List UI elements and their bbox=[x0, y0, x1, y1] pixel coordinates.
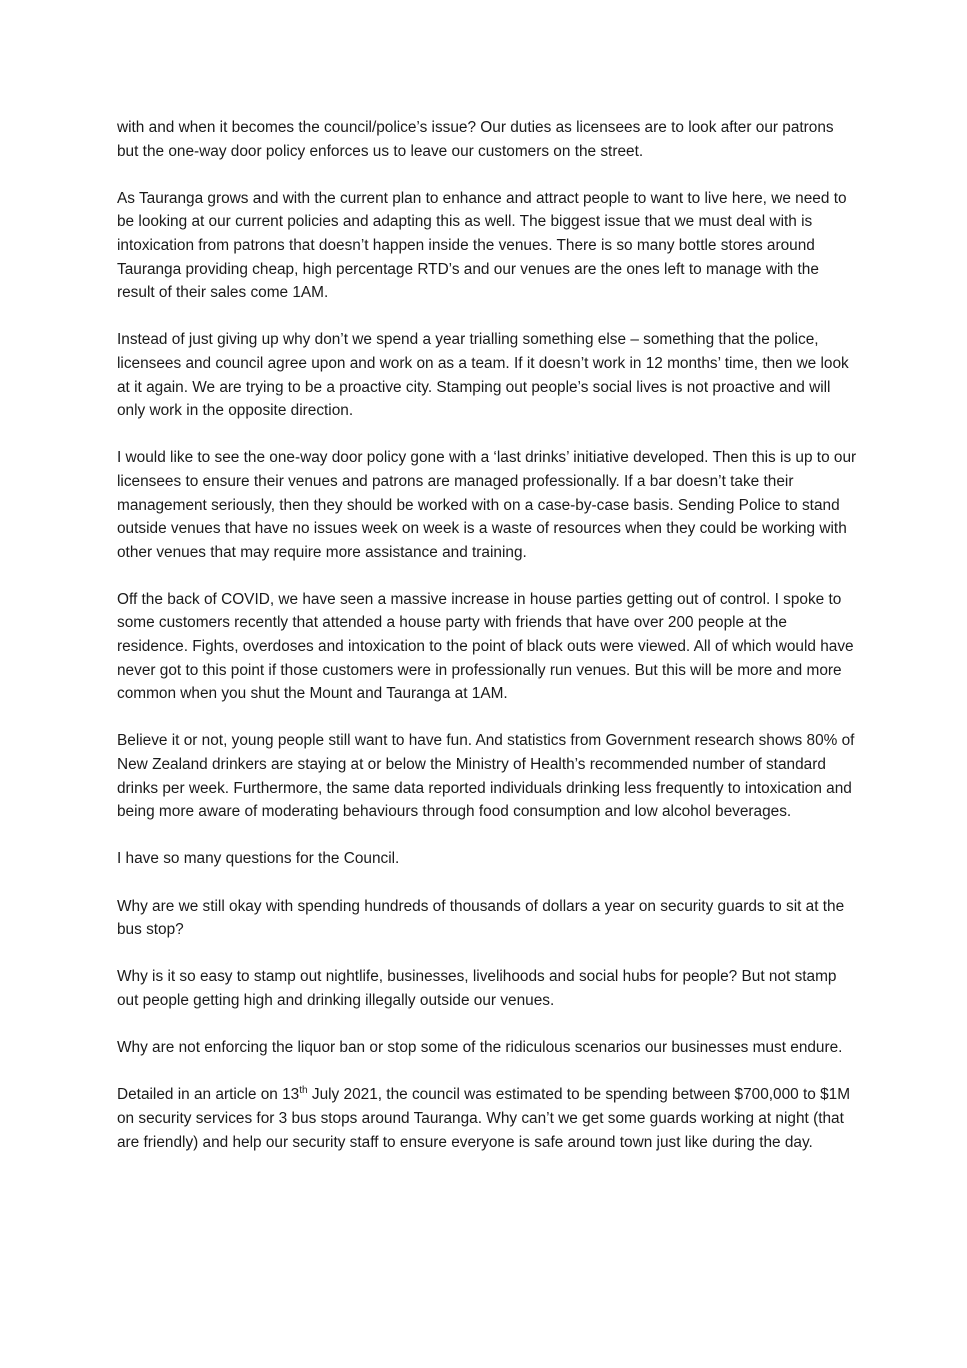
paragraph-10: Why are not enforcing the liquor ban or stop some of the ridiculous scenarios our businesses must endure. bbox=[117, 1039, 843, 1057]
paragraph-4: I would like to see the one-way door policy gone with a ‘last drinks’ initiative developed. Then this is up to our licensees to ensure their venues and patrons are managed professionally. If a bar doesn’t take their management seriously, then they should be worked with on a case-by-case basis. Sending Police to stand outside venues that have no issues week on week is a waste of resources when they could be working with other venues that may require more assistance and training. bbox=[117, 449, 857, 561]
ordinal-suffix: th bbox=[299, 1085, 308, 1097]
paragraph-2: As Tauranga grows and with the current plan to enhance and attract people to want to live here, we need to be looking at our current policies and adapting this as well. The biggest issue that we must deal with is intoxication from patrons that doesn’t happen inside the venues. There is so many bottle stores around Tauranga providing cheap, high percentage RTD’s and our venues are the ones left to manage with the result of their sales come 1AM. bbox=[117, 189, 847, 302]
paragraph-11-start: Detailed in an article on 13 bbox=[117, 1086, 300, 1104]
paragraph-6: Believe it or not, young people still want to have fun. And statistics from Government research shows 80% of New Zealand drinkers are staying at or below the Ministry of Health’s recommended number of standard drinks per week. Furthermore, the same data reported individuals drinking less frequently to intoxication and being more aware of moderating behaviours through food consumption and low alcohol beverages. bbox=[117, 732, 855, 821]
paragraph-11 bbox=[117, 1083, 857, 1154]
paragraph-5: Off the back of COVID, we have seen a massive increase in house parties getting out of control. I spoke to some customers recently that attended a house party with friends that have over 200 people at the residence. Fights, overdoses and intoxication to the point of black outs were viewed. All of which would have never got to this point if those customers were in professionally run venues. But this will be more and more common when you shut the Mount and Tauranga at 1AM. bbox=[117, 590, 854, 703]
paragraph-8: Why are we still okay with spending hundreds of thousands of dollars a year on security guards to sit at the bus stop? bbox=[117, 897, 845, 939]
document-body bbox=[117, 116, 857, 1178]
paragraph-7: I have so many questions for the Council. bbox=[117, 850, 400, 868]
paragraph-3: Instead of just giving up why don’t we spend a year trialling something else – something that the police, licensees and council agree upon and work on as a team. If it doesn’t work in 12 months’ time, then we look at it again. We are trying to be a proactive city. Stamping out people’s social lives is not proactive and will only work in the opposite direction. bbox=[117, 331, 849, 420]
paragraph-11-end: July 2021, the council was estimated to be spending between $700,000 to $1M on security services for 3 bus stops around Tauranga. Why can’t we get some guards working at night (that are friendly) and help our security staff to ensure everyone is safe around town just like during the day. bbox=[117, 1086, 851, 1151]
paragraph-9: Why is it so easy to stamp out nightlife, businesses, livelihoods and social hubs for people? But not stamp out people getting high and drinking illegally outside our venues. bbox=[117, 968, 837, 1009]
paragraph-1: with and when it becomes the council/police’s issue? Our duties as licensees are to look after our patrons but the one-way door policy enforces us to leave our customers on the street. bbox=[117, 119, 834, 160]
